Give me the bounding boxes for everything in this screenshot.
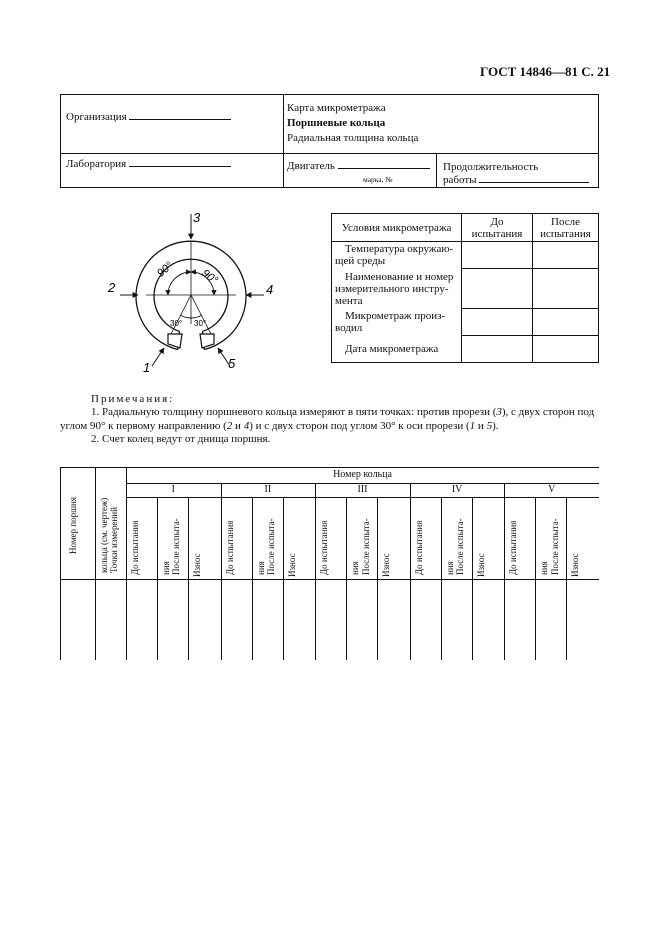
column-measurement-points: кольца (см. чертеж) Точки измерений: [99, 497, 120, 573]
conditions-table: [331, 213, 599, 363]
angle-label-30-right: 30°: [194, 319, 207, 328]
point-label-2: 2: [108, 280, 116, 295]
card-parameter: Радиальная толщина кольца: [287, 132, 419, 144]
point-label-3: 3: [193, 210, 201, 225]
note-1: 1. Радиальную толщину поршневого кольца измеряют в пяти точках: против прорези (3), с двух сторон под углом 90° к первому направлению (2 и 4) и с двух сторон под углом 30° к оси прорези (1 и 5).: [60, 406, 595, 432]
angle-label-90-right: 90°: [199, 267, 220, 287]
column-piston-number: Номер поршня: [68, 497, 78, 554]
ring-2-wear: Износ: [286, 553, 297, 577]
card-subject: Поршневые кольца: [287, 117, 386, 129]
conditions-header: Условия микрометража: [332, 214, 462, 242]
angle-label-90-left: 90°: [154, 259, 176, 280]
ring-diagram: [98, 206, 288, 376]
ring-3-after-test: ния После испыта-: [350, 518, 371, 575]
point-label-5: 5: [228, 356, 236, 371]
ring-2-before-test: До испытания: [224, 520, 235, 575]
before-test-header: До испытания: [462, 214, 533, 242]
ring-group-5: V: [548, 484, 556, 495]
ring-group-3: III: [357, 484, 368, 495]
ring-4-wear: Износ: [475, 553, 486, 577]
ring-group-4: IV: [451, 484, 463, 495]
laboratory-field: Лаборатория: [66, 158, 231, 170]
duration-field: Продолжительность работы: [443, 161, 589, 187]
ring-5-wear: Износ: [570, 553, 581, 577]
ring-5-after-test: ния После испыта-: [539, 518, 560, 575]
ring-5-before-test: До испытания: [508, 520, 519, 575]
after-test-header: После испытания: [533, 214, 599, 242]
ring-4-after-test: ния После испыта-: [444, 518, 466, 575]
engine-field: Двигатель: [287, 160, 430, 172]
header-form: [60, 94, 599, 188]
gap-tab-left: [168, 334, 182, 348]
page-header: ГОСТ 14846—81 С. 21: [480, 64, 611, 79]
note-2: 2. Счет колец ведут от днища поршня.: [91, 433, 271, 445]
notes-body: [60, 406, 605, 447]
ring-4-before-test: До испытания: [413, 520, 424, 575]
gap-tab-right: [200, 334, 214, 348]
conditions-row-temperature: Температура окружаю- щей среды: [332, 242, 462, 269]
ring-1-after-test: ния После испыта-: [161, 518, 182, 575]
ring-1-wear: Износ: [192, 553, 202, 577]
conditions-row-date: Дата микрометража: [332, 336, 462, 363]
ring-group-1: I: [171, 484, 175, 495]
point-label-1: 1: [143, 360, 151, 375]
notes-heading: Примечания:: [91, 393, 175, 405]
ring-2-after-test: ния После испыта-: [255, 518, 276, 575]
ring-3-before-test: До испытания: [319, 520, 330, 575]
card-title: Карта микрометража: [287, 102, 386, 114]
conditions-row-performer: Микрометраж произ- водил: [332, 309, 462, 336]
engine-sub-label: марка, №: [363, 175, 393, 184]
angle-label-30-left: 30°: [170, 319, 183, 328]
ring-3-wear: Износ: [381, 553, 392, 577]
ring-group-2: II: [264, 484, 272, 495]
point-label-4: 4: [266, 282, 274, 297]
ring-number-header: Номер кольца: [333, 469, 392, 480]
arrow-point-1: [152, 348, 164, 366]
measurement-table: [60, 467, 599, 660]
conditions-row-instrument: Наименование и номер измерительного инстру- мента: [332, 269, 462, 309]
ring-1-before-test: До испытания: [130, 520, 140, 575]
organization-field: Организация: [66, 111, 231, 123]
